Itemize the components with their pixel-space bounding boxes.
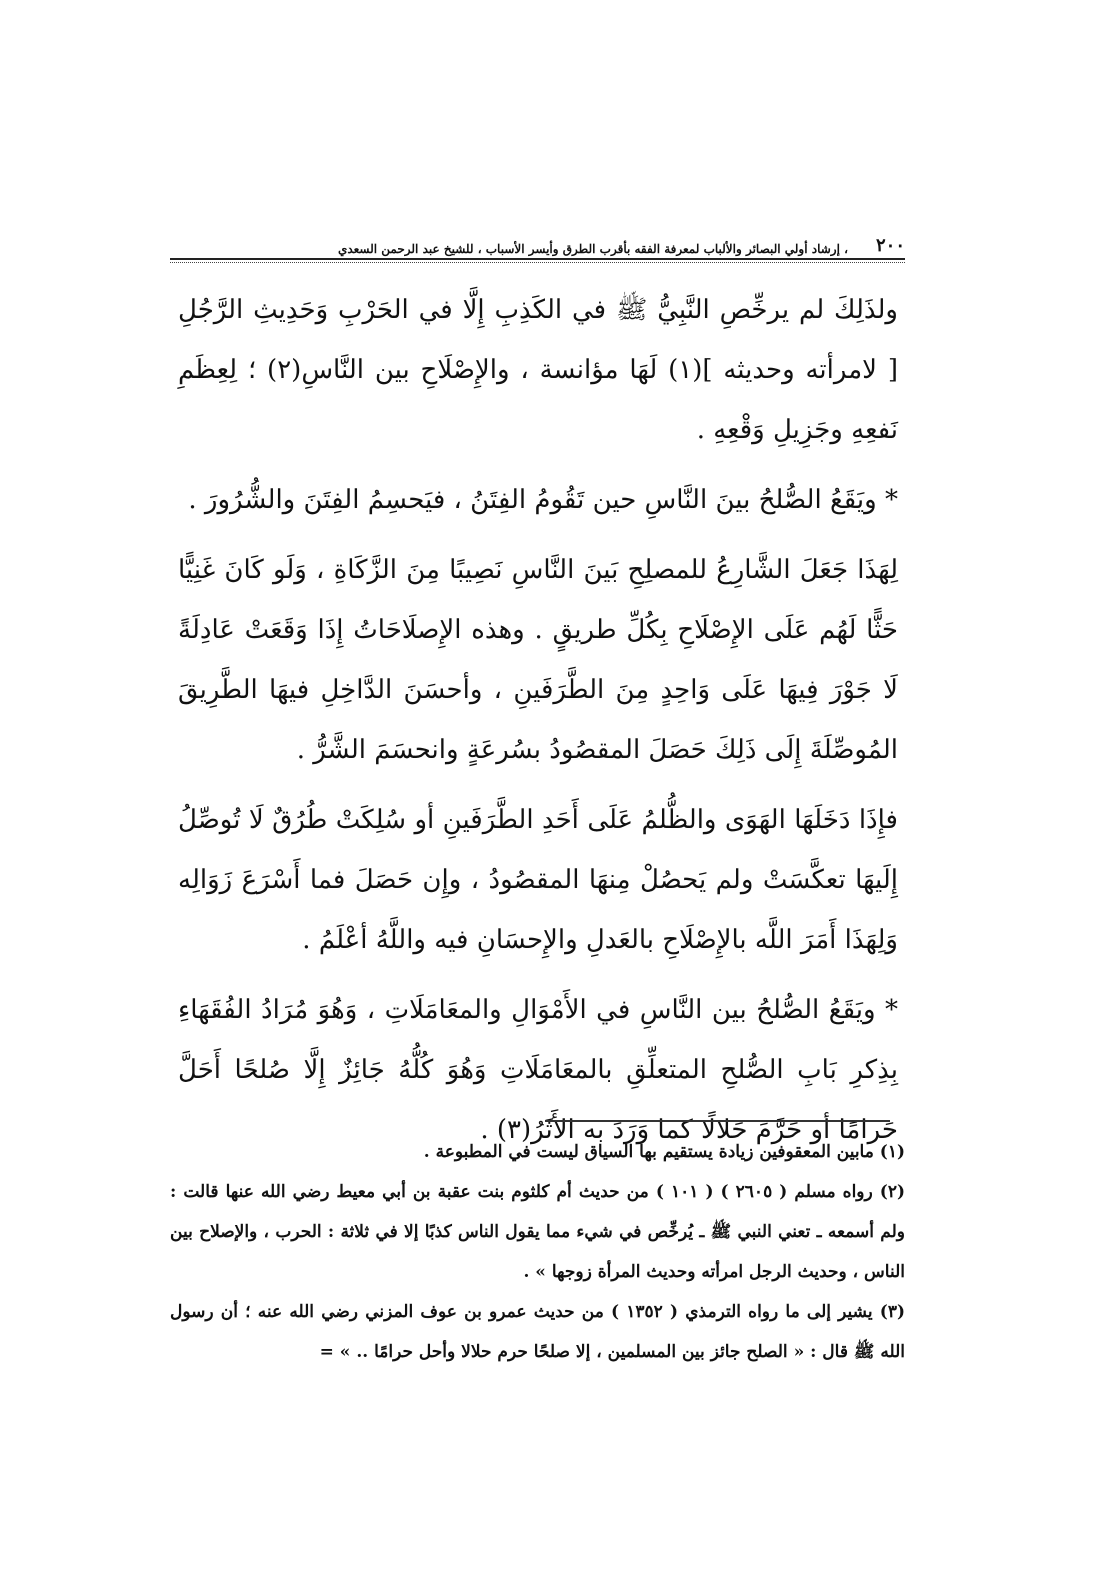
header-rule	[170, 258, 905, 260]
paragraph: * ويَقَعُ الصُّلحُ بينَ النَّاسِ حين تَقُومُ الفِتَنُ ، فيَحسِمُ الفِتَنَ والشُّرُورَ .	[188, 485, 898, 515]
running-title: ، إرشاد أولي البصائر والألباب لمعرفة الفقه بأقرب الطرق وأيسر الأسباب ، للشيخ عبد الرحمن السعدي	[337, 242, 848, 256]
paragraph: لِهَذَا جَعَلَ الشَّارِعُ للمصلِحِ بَينَ النَّاسِ نَصِيبًا مِنَ الزَّكَاةِ ، وَلَو كَانَ غَنِيًّا حَثًّا لَهُم عَلَى الإِصْلَاحِ بِكُلِّ طريقٍ . وهذه الإِصلَاحَاتُ إِذَا وَقَعَتْ عَادِلَةً لَا جَوْرَ فِيهَا عَلَى وَاحِدٍ مِنَ الطَّرَفَينِ ، وأحسَنَ الدَّاخِلِ فيهَا الطَّرِيقَ المُوصِّلَةَ إِلَى ذَلِكَ حَصَلَ المقصُودُ بسُرعَةٍ وانحسَمَ الشَّرُّ .	[178, 555, 898, 765]
paragraph: ولذَلِكَ لم يرخِّصِ النَّبِيُّ ﷺ في الكَذِبِ إِلَّا في الحَرْبِ وَحَدِيثِ الرَّجُلِ [ لامرأته وحديثه ](١) لَهَا مؤانسة ، والإِصْلَاحِ بين النَّاسِ(٢) ؛ لِعِظَمِ نَفعِهِ وجَزِيلِ وَقْعِهِ .	[178, 295, 898, 445]
paragraph: * ويَقَعُ الصُّلحُ بين النَّاسِ في الأَمْوَالِ والمعَامَلَاتِ ، وَهُوَ مُرَادُ الفُقَهَاءِ بِذِكرِ بَابِ الصُّلحِ المتعلِّقِ بالمعَامَلَاتِ وَهُوَ كُلُّهُ جَائِزٌ إِلَّا صُلحًا أَحَلَّ حَرامًا أو حَرَّمَ حَلالًا كما وَرَدَ به الأَثَرُ(٣) .	[178, 995, 898, 1145]
paragraph: فإِذَا دَخَلَهَا الهَوَى والظُّلمُ عَلَى أَحَدِ الطَّرَفَينِ أو سُلِكَتْ طُرُقٌ لَا تُوصِّلُ إِلَيهَا تعكَّسَتْ ولم يَحصُلْ مِنهَا المقصُودُ ، وإِن حَصَلَ فما أَسْرَعَ زَوَالِه وَلِهَذَا أَمَرَ اللَّه بالإِصْلَاحِ بالعَدلِ والإِحسَانِ فيه واللَّهُ أعْلَمُ .	[178, 805, 898, 955]
footnote-separator	[545, 1120, 890, 1122]
page-header	[170, 226, 905, 256]
main-text	[178, 280, 898, 1170]
footnote: (١) مابين المعقوفين زيادة يستقيم بها السياق ليست في المطبوعة .	[423, 1142, 905, 1162]
page-number: ٢٠٠	[875, 235, 905, 256]
footnote: (٣) يشير إلى ما رواه الترمذي ( ١٣٥٢ ) من حديث عمرو بن عوف المزني رضي الله عنه ؛ أن رسول الله ﷺ قال : « الصلح جائز بين المسلمين ، إلا صلحًا حرم حلالا وأحل حرامًا .. » =	[170, 1302, 905, 1362]
header-dotted-rule	[170, 262, 905, 263]
footnote: (٢) رواه مسلم ( ٢٦٠٥ ) ( ١٠١ ) من حديث أم كلثوم بنت عقبة بن أبي معيط رضي الله عنها قالت : ولم أسمعه ـ تعني النبي ﷺ ـ يُرخِّص في شيء مما يقول الناس كذبًا إلا في ثلاثة : الحرب ، والإصلاح بين الناس ، وحديث الرجل امرأته وحديث المرأة زوجها » .	[170, 1182, 906, 1282]
footnotes	[170, 1132, 905, 1372]
